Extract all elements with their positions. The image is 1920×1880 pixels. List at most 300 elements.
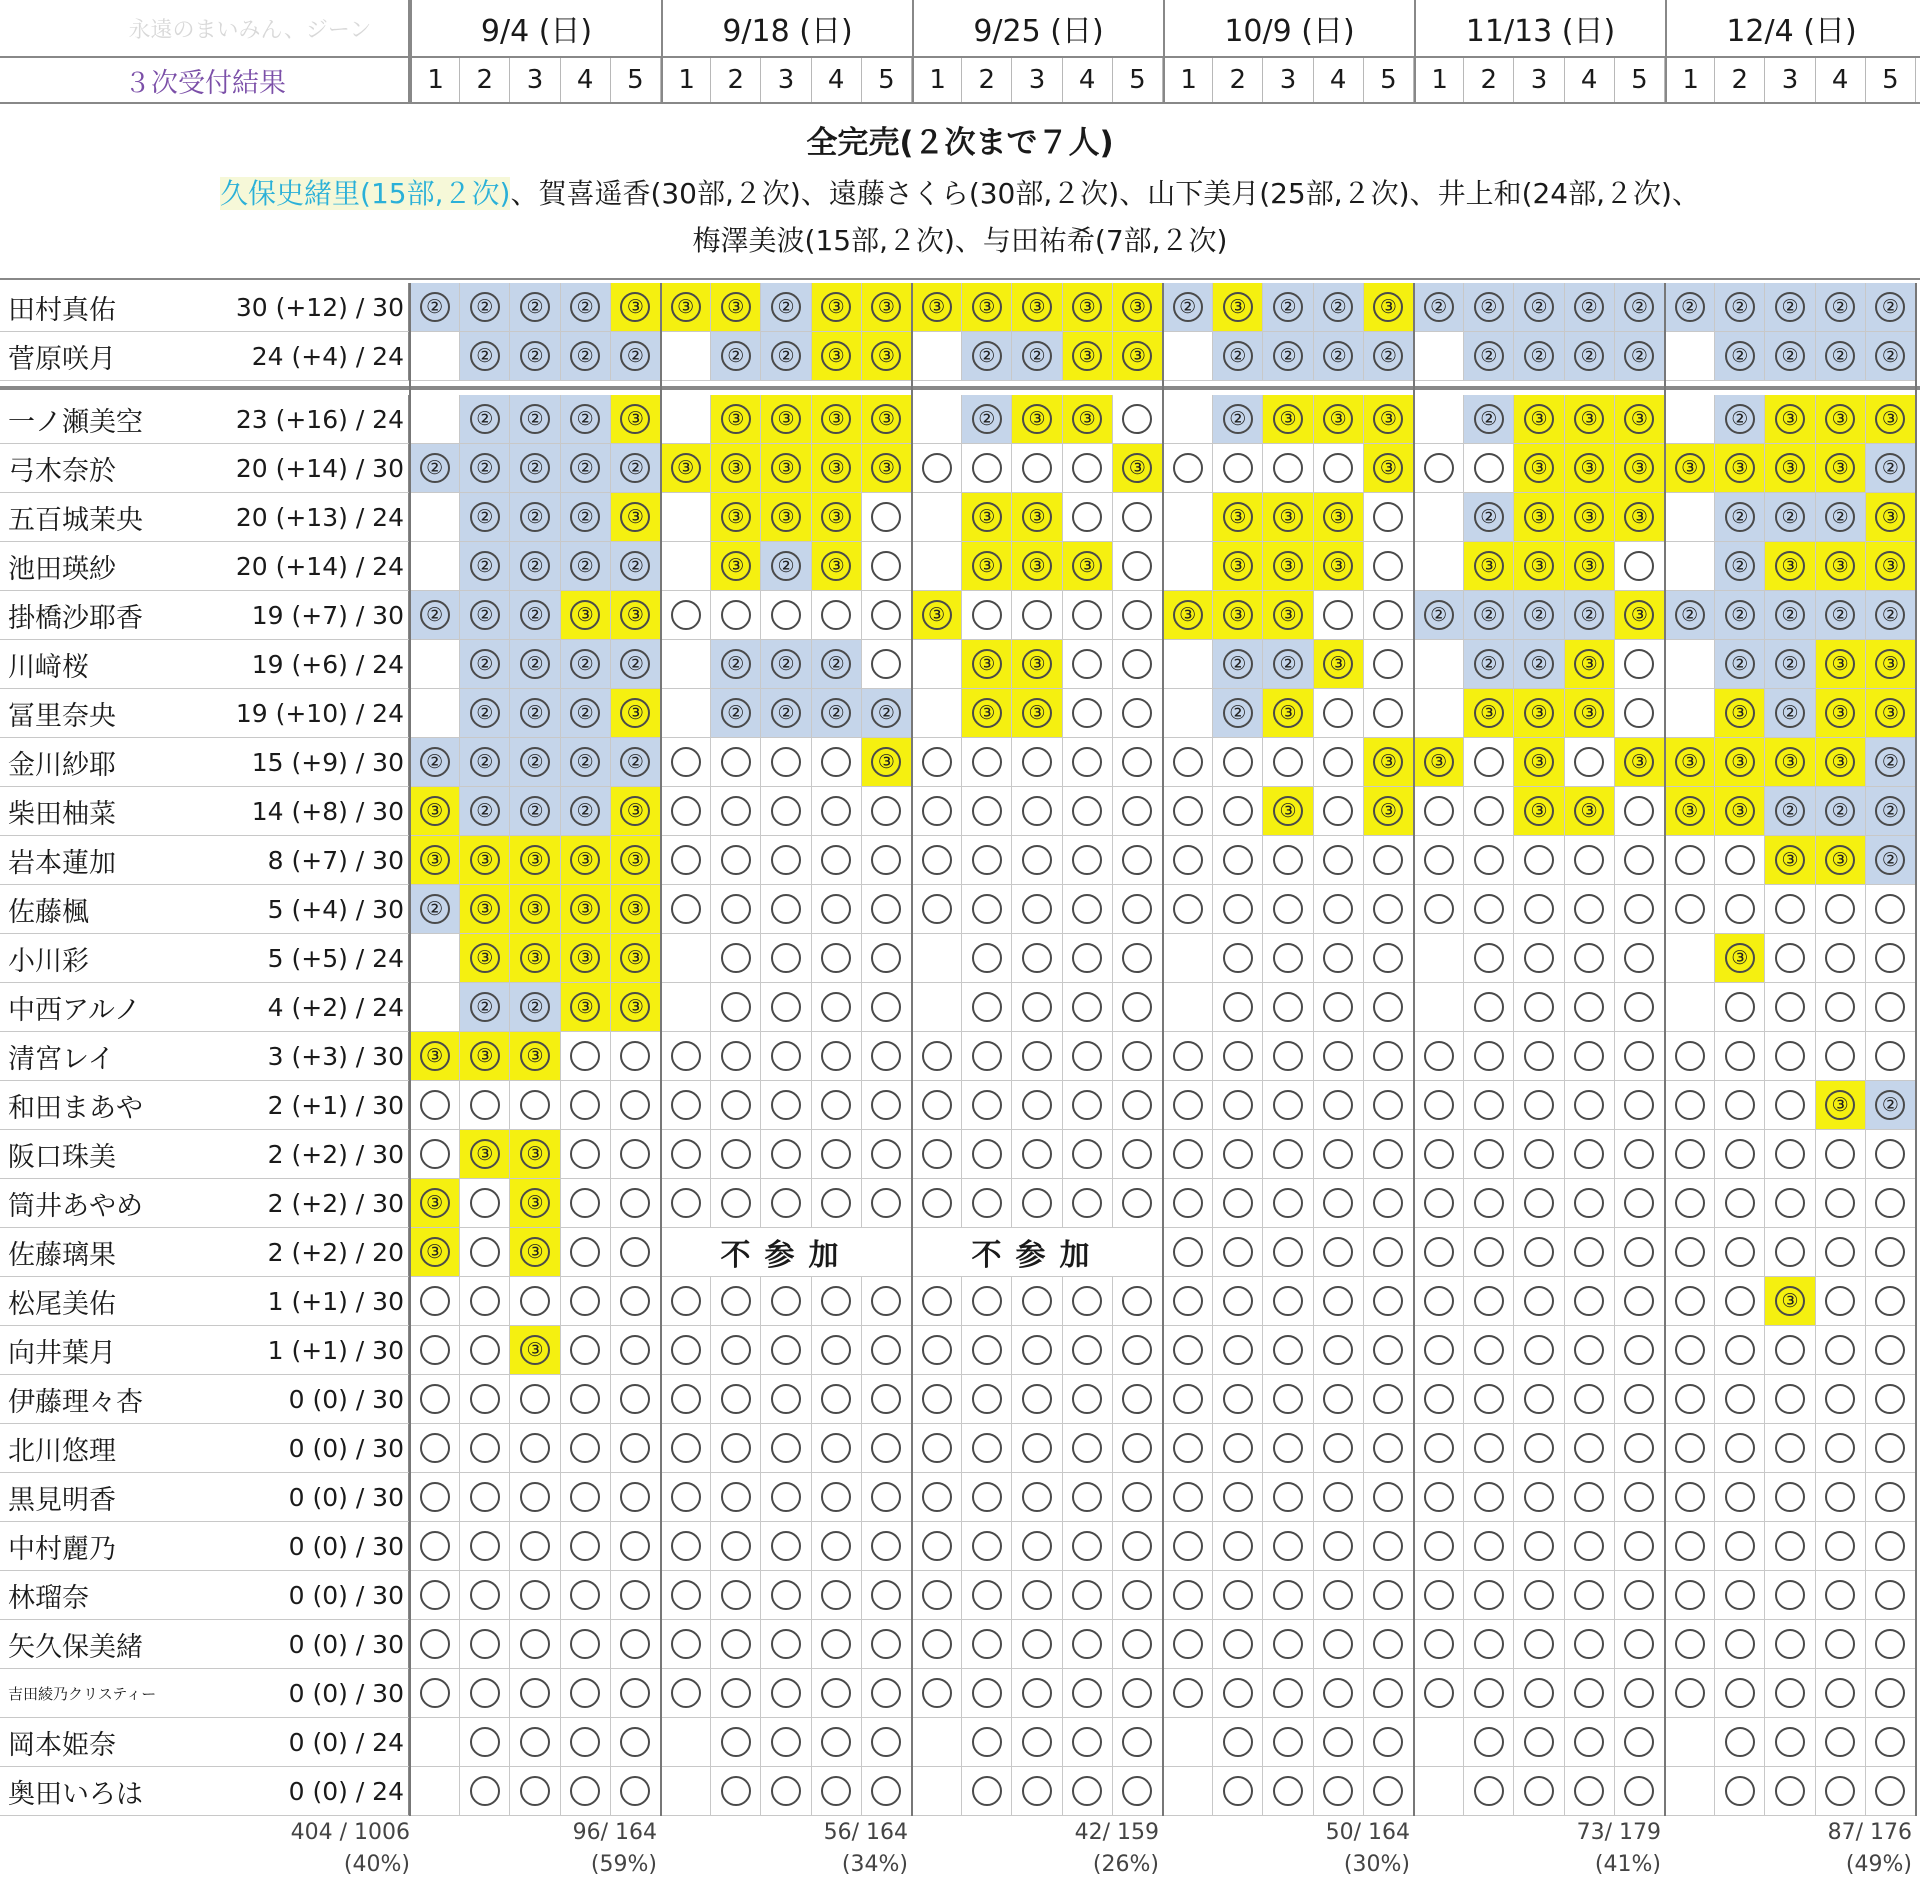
slot-cell[interactable] [1414, 1032, 1464, 1081]
slot-cell[interactable] [1063, 591, 1113, 640]
slot-cell[interactable] [1163, 1326, 1213, 1375]
slot-cell[interactable] [761, 1571, 811, 1620]
slot-cell[interactable] [1715, 591, 1765, 640]
slot-cell[interactable] [862, 332, 912, 381]
slot-cell[interactable] [1866, 1179, 1916, 1228]
slot-cell[interactable] [862, 787, 912, 836]
member-name[interactable]: 一ノ瀬美空 [0, 395, 200, 444]
slot-cell[interactable] [561, 983, 611, 1032]
slot-cell[interactable] [761, 1424, 811, 1473]
slot-cell[interactable] [1464, 689, 1514, 738]
slot-cell[interactable] [1615, 1228, 1665, 1277]
slot-cell[interactable] [1816, 689, 1866, 738]
slot-cell[interactable] [761, 1620, 811, 1669]
member-name[interactable]: 黒見明香 [0, 1473, 200, 1522]
slot-cell[interactable] [1163, 1081, 1213, 1130]
slot-cell[interactable] [561, 689, 611, 738]
slot-cell[interactable] [1113, 1179, 1163, 1228]
slot-cell[interactable] [1765, 591, 1815, 640]
slot-cell[interactable] [1464, 1375, 1514, 1424]
slot-cell[interactable] [1113, 591, 1163, 640]
slot-cell[interactable] [561, 934, 611, 983]
slot-cell[interactable] [1113, 1571, 1163, 1620]
slot-cell[interactable] [1464, 1424, 1514, 1473]
slot-cell[interactable] [1464, 1620, 1514, 1669]
slot-cell[interactable] [611, 1277, 661, 1326]
slot-cell[interactable] [410, 787, 460, 836]
slot-cell[interactable] [711, 983, 761, 1032]
slot-cell[interactable] [1615, 542, 1665, 591]
slot-cell[interactable] [962, 1032, 1012, 1081]
slot-cell[interactable] [1364, 885, 1414, 934]
slot-cell[interactable] [561, 493, 611, 542]
slot-cell[interactable] [1213, 1277, 1263, 1326]
slot-cell[interactable] [1314, 1718, 1364, 1767]
slot-cell[interactable] [962, 1522, 1012, 1571]
slot-cell[interactable] [1314, 1130, 1364, 1179]
slot-cell[interactable] [460, 1032, 510, 1081]
slot-cell[interactable] [1213, 1767, 1263, 1816]
slot-cell[interactable] [1113, 983, 1163, 1032]
slot-cell[interactable] [912, 1571, 962, 1620]
slot-cell[interactable] [1565, 1277, 1615, 1326]
slot-cell[interactable] [611, 640, 661, 689]
slot-cell[interactable] [711, 1277, 761, 1326]
slot-cell[interactable] [1012, 283, 1062, 332]
slot-cell[interactable] [1213, 689, 1263, 738]
slot-cell[interactable] [1263, 1473, 1313, 1522]
slot-cell[interactable] [1615, 1767, 1665, 1816]
slot-cell[interactable] [460, 983, 510, 1032]
slot-cell[interactable] [1765, 283, 1815, 332]
slot-cell[interactable] [1715, 542, 1765, 591]
slot-cell[interactable] [1314, 934, 1364, 983]
slot-cell[interactable] [862, 689, 912, 738]
slot-cell[interactable] [1514, 444, 1564, 493]
slot-cell[interactable] [460, 1571, 510, 1620]
slot-cell[interactable] [1113, 1375, 1163, 1424]
member-name[interactable]: 奥田いろは [0, 1767, 200, 1816]
slot-cell[interactable] [761, 1375, 811, 1424]
slot-cell[interactable] [1565, 836, 1615, 885]
slot-cell[interactable] [1615, 787, 1665, 836]
slot-cell[interactable] [1012, 1130, 1062, 1179]
slot-cell[interactable] [1514, 640, 1564, 689]
slot-cell[interactable] [711, 1718, 761, 1767]
slot-cell[interactable] [1063, 283, 1113, 332]
slot-cell[interactable] [1866, 542, 1916, 591]
slot-cell[interactable] [1012, 1326, 1062, 1375]
slot-cell[interactable] [1163, 1375, 1213, 1424]
slot-cell[interactable] [812, 444, 862, 493]
slot-cell[interactable] [611, 395, 661, 444]
slot-cell[interactable] [812, 1032, 862, 1081]
slot-cell[interactable] [510, 1130, 560, 1179]
member-name[interactable]: 吉田綾乃クリスティー [0, 1669, 200, 1718]
slot-cell[interactable] [1364, 836, 1414, 885]
slot-cell[interactable] [510, 395, 560, 444]
slot-cell[interactable] [711, 640, 761, 689]
slot-cell[interactable] [1314, 1277, 1364, 1326]
slot-cell[interactable] [1314, 1032, 1364, 1081]
slot-cell[interactable] [1866, 395, 1916, 444]
slot-cell[interactable] [1715, 1424, 1765, 1473]
slot-cell[interactable] [1414, 1130, 1464, 1179]
slot-cell[interactable] [711, 738, 761, 787]
slot-cell[interactable] [1765, 1130, 1815, 1179]
slot-cell[interactable] [510, 1326, 560, 1375]
slot-cell[interactable] [962, 1669, 1012, 1718]
slot-cell[interactable] [1314, 983, 1364, 1032]
slot-cell[interactable] [1063, 689, 1113, 738]
slot-cell[interactable] [661, 283, 711, 332]
slot-cell[interactable] [1314, 493, 1364, 542]
slot-cell[interactable] [1263, 934, 1313, 983]
slot-cell[interactable] [1364, 1767, 1414, 1816]
slot-cell[interactable] [962, 836, 1012, 885]
slot-cell[interactable] [1615, 1571, 1665, 1620]
slot-cell[interactable] [1665, 738, 1715, 787]
slot-cell[interactable] [510, 1179, 560, 1228]
slot-cell[interactable] [1364, 493, 1414, 542]
slot-cell[interactable] [611, 542, 661, 591]
slot-cell[interactable] [1765, 542, 1815, 591]
slot-cell[interactable] [761, 1718, 811, 1767]
slot-cell[interactable] [711, 591, 761, 640]
slot-cell[interactable] [561, 1032, 611, 1081]
slot-cell[interactable] [1414, 1277, 1464, 1326]
slot-cell[interactable] [611, 1522, 661, 1571]
slot-cell[interactable] [711, 1522, 761, 1571]
slot-cell[interactable] [661, 1375, 711, 1424]
slot-cell[interactable] [661, 444, 711, 493]
slot-cell[interactable] [1715, 1669, 1765, 1718]
slot-cell[interactable] [1063, 444, 1113, 493]
member-name[interactable]: 冨里奈央 [0, 689, 200, 738]
slot-cell[interactable] [1615, 1375, 1665, 1424]
slot-cell[interactable] [561, 1718, 611, 1767]
slot-cell[interactable] [1364, 1081, 1414, 1130]
slot-cell[interactable] [1715, 1179, 1765, 1228]
slot-cell[interactable] [1715, 1081, 1765, 1130]
slot-cell[interactable] [1615, 1424, 1665, 1473]
slot-cell[interactable] [1364, 1228, 1414, 1277]
slot-cell[interactable] [1464, 787, 1514, 836]
slot-cell[interactable] [1715, 332, 1765, 381]
slot-cell[interactable] [962, 283, 1012, 332]
slot-cell[interactable] [711, 836, 761, 885]
slot-cell[interactable] [510, 640, 560, 689]
slot-cell[interactable] [661, 1424, 711, 1473]
slot-cell[interactable] [1414, 1473, 1464, 1522]
slot-cell[interactable] [1063, 1669, 1113, 1718]
slot-cell[interactable] [460, 1424, 510, 1473]
slot-cell[interactable] [711, 1767, 761, 1816]
slot-cell[interactable] [410, 591, 460, 640]
slot-cell[interactable] [1113, 1032, 1163, 1081]
slot-cell[interactable] [1816, 332, 1866, 381]
slot-cell[interactable] [1514, 1424, 1564, 1473]
slot-cell[interactable] [711, 885, 761, 934]
slot-cell[interactable] [1012, 983, 1062, 1032]
slot-cell[interactable] [1163, 591, 1213, 640]
slot-cell[interactable] [862, 1669, 912, 1718]
slot-cell[interactable] [1765, 1228, 1815, 1277]
slot-cell[interactable] [1464, 1130, 1514, 1179]
slot-cell[interactable] [1414, 1326, 1464, 1375]
slot-cell[interactable] [1263, 689, 1313, 738]
slot-cell[interactable] [1565, 640, 1615, 689]
slot-cell[interactable] [1364, 787, 1414, 836]
slot-cell[interactable] [1314, 836, 1364, 885]
member-name[interactable]: 佐藤楓 [0, 885, 200, 934]
slot-cell[interactable] [1163, 1130, 1213, 1179]
slot-cell[interactable] [410, 1277, 460, 1326]
slot-cell[interactable] [1615, 1522, 1665, 1571]
slot-cell[interactable] [1063, 1179, 1113, 1228]
slot-cell[interactable] [1765, 1179, 1815, 1228]
slot-cell[interactable] [812, 1424, 862, 1473]
slot-cell[interactable] [761, 1130, 811, 1179]
slot-cell[interactable] [1816, 1424, 1866, 1473]
slot-cell[interactable] [1615, 1032, 1665, 1081]
slot-cell[interactable] [962, 1424, 1012, 1473]
slot-cell[interactable] [661, 836, 711, 885]
slot-cell[interactable] [561, 738, 611, 787]
slot-cell[interactable] [1816, 885, 1866, 934]
slot-cell[interactable] [1514, 1669, 1564, 1718]
slot-cell[interactable] [1665, 1620, 1715, 1669]
slot-cell[interactable] [1364, 395, 1414, 444]
slot-cell[interactable] [460, 1767, 510, 1816]
slot-cell[interactable] [1464, 885, 1514, 934]
slot-cell[interactable] [1113, 738, 1163, 787]
slot-cell[interactable] [1565, 1718, 1615, 1767]
slot-cell[interactable] [1464, 1522, 1514, 1571]
slot-cell[interactable] [460, 591, 510, 640]
slot-cell[interactable] [510, 1277, 560, 1326]
slot-cell[interactable] [761, 1326, 811, 1375]
slot-cell[interactable] [711, 1620, 761, 1669]
slot-cell[interactable] [1464, 591, 1514, 640]
slot-cell[interactable] [1816, 1081, 1866, 1130]
slot-cell[interactable] [1765, 983, 1815, 1032]
slot-cell[interactable] [812, 1571, 862, 1620]
slot-cell[interactable] [460, 1718, 510, 1767]
slot-cell[interactable] [1715, 1767, 1765, 1816]
slot-cell[interactable] [1364, 640, 1414, 689]
slot-cell[interactable] [812, 836, 862, 885]
slot-cell[interactable] [460, 1669, 510, 1718]
slot-cell[interactable] [1314, 1767, 1364, 1816]
slot-cell[interactable] [1213, 591, 1263, 640]
slot-cell[interactable] [1715, 689, 1765, 738]
slot-cell[interactable] [1113, 493, 1163, 542]
slot-cell[interactable] [1414, 1522, 1464, 1571]
slot-cell[interactable] [1314, 332, 1364, 381]
slot-cell[interactable] [510, 1718, 560, 1767]
slot-cell[interactable] [410, 1228, 460, 1277]
slot-cell[interactable] [611, 787, 661, 836]
slot-cell[interactable] [1263, 1718, 1313, 1767]
slot-cell[interactable] [1765, 836, 1815, 885]
slot-cell[interactable] [1163, 738, 1213, 787]
slot-cell[interactable] [1715, 934, 1765, 983]
slot-cell[interactable] [1213, 787, 1263, 836]
slot-cell[interactable] [1263, 1228, 1313, 1277]
slot-cell[interactable] [812, 1375, 862, 1424]
slot-cell[interactable] [1615, 836, 1665, 885]
member-name[interactable]: 林瑠奈 [0, 1571, 200, 1620]
slot-cell[interactable] [1213, 1375, 1263, 1424]
slot-cell[interactable] [1715, 1326, 1765, 1375]
slot-cell[interactable] [1715, 1522, 1765, 1571]
slot-cell[interactable] [611, 836, 661, 885]
slot-cell[interactable] [460, 332, 510, 381]
slot-cell[interactable] [1514, 1473, 1564, 1522]
slot-cell[interactable] [1665, 1571, 1715, 1620]
slot-cell[interactable] [1866, 493, 1916, 542]
slot-cell[interactable] [661, 1571, 711, 1620]
slot-cell[interactable] [1765, 332, 1815, 381]
slot-cell[interactable] [812, 1718, 862, 1767]
slot-cell[interactable] [1565, 983, 1615, 1032]
slot-cell[interactable] [1113, 1081, 1163, 1130]
slot-cell[interactable] [611, 738, 661, 787]
slot-cell[interactable] [1715, 983, 1765, 1032]
slot-cell[interactable] [962, 1179, 1012, 1228]
slot-cell[interactable] [1514, 1228, 1564, 1277]
slot-cell[interactable] [1263, 738, 1313, 787]
slot-cell[interactable] [812, 885, 862, 934]
slot-cell[interactable] [1816, 983, 1866, 1032]
slot-cell[interactable] [1866, 787, 1916, 836]
slot-cell[interactable] [1665, 1228, 1715, 1277]
slot-cell[interactable] [1715, 1718, 1765, 1767]
slot-cell[interactable] [711, 1130, 761, 1179]
slot-cell[interactable] [561, 591, 611, 640]
slot-cell[interactable] [611, 1081, 661, 1130]
slot-cell[interactable] [1565, 332, 1615, 381]
slot-cell[interactable] [510, 1571, 560, 1620]
slot-cell[interactable] [1464, 1277, 1514, 1326]
slot-cell[interactable] [1213, 1228, 1263, 1277]
slot-cell[interactable] [761, 1522, 811, 1571]
slot-cell[interactable] [812, 1081, 862, 1130]
slot-cell[interactable] [1765, 1522, 1815, 1571]
slot-cell[interactable] [460, 934, 510, 983]
slot-cell[interactable] [1816, 395, 1866, 444]
slot-cell[interactable] [510, 787, 560, 836]
slot-cell[interactable] [410, 444, 460, 493]
slot-cell[interactable] [1414, 1081, 1464, 1130]
slot-cell[interactable] [862, 934, 912, 983]
slot-cell[interactable] [1816, 1620, 1866, 1669]
slot-cell[interactable] [962, 1375, 1012, 1424]
slot-cell[interactable] [1464, 836, 1514, 885]
slot-cell[interactable] [1213, 885, 1263, 934]
slot-cell[interactable] [1715, 1228, 1765, 1277]
slot-cell[interactable] [1163, 283, 1213, 332]
slot-cell[interactable] [1314, 1620, 1364, 1669]
slot-cell[interactable] [862, 1767, 912, 1816]
slot-cell[interactable] [1063, 885, 1113, 934]
slot-cell[interactable] [862, 1277, 912, 1326]
slot-cell[interactable] [862, 836, 912, 885]
slot-cell[interactable] [611, 1032, 661, 1081]
slot-cell[interactable] [1364, 1032, 1414, 1081]
slot-cell[interactable] [812, 1473, 862, 1522]
slot-cell[interactable] [1565, 787, 1615, 836]
slot-cell[interactable] [1213, 983, 1263, 1032]
slot-cell[interactable] [1113, 542, 1163, 591]
slot-cell[interactable] [1213, 1522, 1263, 1571]
slot-cell[interactable] [1565, 1375, 1615, 1424]
slot-cell[interactable] [912, 1277, 962, 1326]
slot-cell[interactable] [1866, 1620, 1916, 1669]
slot-cell[interactable] [711, 1326, 761, 1375]
slot-cell[interactable] [1665, 1081, 1715, 1130]
slot-cell[interactable] [1565, 1032, 1615, 1081]
slot-cell[interactable] [1263, 1620, 1313, 1669]
slot-cell[interactable] [1615, 738, 1665, 787]
slot-cell[interactable] [460, 1081, 510, 1130]
slot-cell[interactable] [761, 934, 811, 983]
slot-cell[interactable] [1364, 1375, 1414, 1424]
slot-cell[interactable] [862, 591, 912, 640]
slot-cell[interactable] [410, 1571, 460, 1620]
slot-cell[interactable] [1565, 444, 1615, 493]
slot-cell[interactable] [1816, 1277, 1866, 1326]
slot-cell[interactable] [1113, 1424, 1163, 1473]
slot-cell[interactable] [761, 444, 811, 493]
slot-cell[interactable] [561, 1130, 611, 1179]
slot-cell[interactable] [1364, 1669, 1414, 1718]
slot-cell[interactable] [912, 1081, 962, 1130]
slot-cell[interactable] [761, 1669, 811, 1718]
slot-cell[interactable] [1012, 1473, 1062, 1522]
slot-cell[interactable] [711, 493, 761, 542]
slot-cell[interactable] [761, 332, 811, 381]
slot-cell[interactable] [761, 1767, 811, 1816]
slot-cell[interactable] [561, 1669, 611, 1718]
slot-cell[interactable] [711, 689, 761, 738]
member-name[interactable]: 五百城茉央 [0, 493, 200, 542]
slot-cell[interactable] [1816, 542, 1866, 591]
slot-cell[interactable] [1565, 1767, 1615, 1816]
slot-cell[interactable] [1866, 689, 1916, 738]
slot-cell[interactable] [862, 1032, 912, 1081]
slot-cell[interactable] [962, 1081, 1012, 1130]
slot-cell[interactable] [1565, 283, 1615, 332]
slot-cell[interactable] [1213, 640, 1263, 689]
slot-cell[interactable] [611, 1179, 661, 1228]
slot-cell[interactable] [1866, 1522, 1916, 1571]
slot-cell[interactable] [1113, 283, 1163, 332]
member-name[interactable]: 川﨑桜 [0, 640, 200, 689]
member-name[interactable]: 阪口珠美 [0, 1130, 200, 1179]
slot-cell[interactable] [1012, 934, 1062, 983]
slot-cell[interactable] [1665, 836, 1715, 885]
slot-cell[interactable] [862, 1375, 912, 1424]
slot-cell[interactable] [460, 640, 510, 689]
slot-cell[interactable] [1715, 885, 1765, 934]
slot-cell[interactable] [510, 1375, 560, 1424]
slot-cell[interactable] [1765, 1620, 1815, 1669]
slot-cell[interactable] [1866, 332, 1916, 381]
slot-cell[interactable] [1213, 283, 1263, 332]
slot-cell[interactable] [1514, 395, 1564, 444]
